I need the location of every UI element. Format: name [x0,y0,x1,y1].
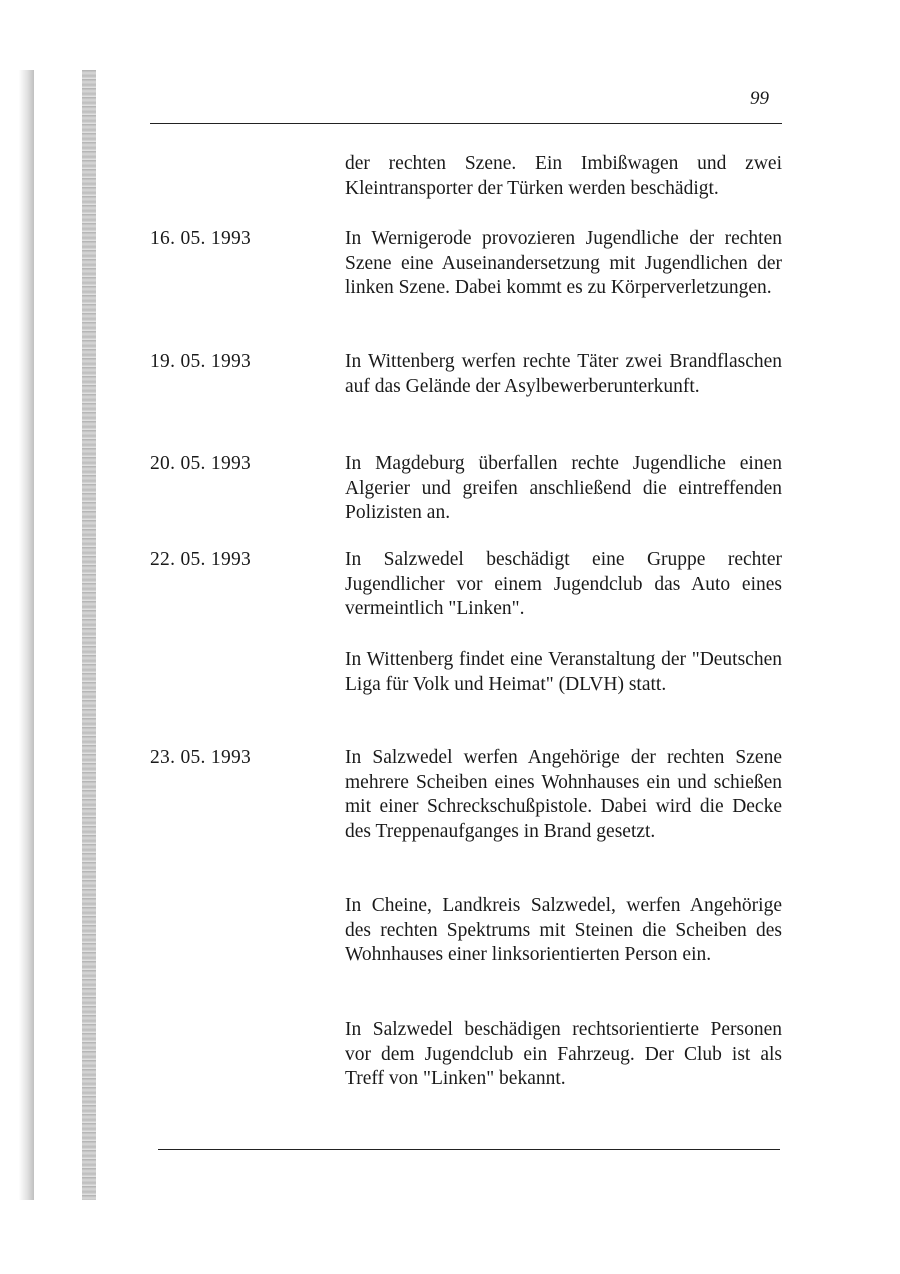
scan-edge-shadow [0,70,34,1200]
entry-date: 22. 05. 1993 [150,549,252,570]
entry-text: In Wernigerode provozieren Jugendliche der rechten Szene eine Auseinandersetzung mit Jugendlichen der linken Szene. Dabei kommt es zu Körperverletzungen. [345,228,782,298]
entry-continuation-text: der rechten Szene. Ein Imbißwagen und zwei Kleintransporter der Türken werden beschädigt. [345,153,782,199]
entry-text: In Wittenberg findet eine Veranstaltung der "Deutschen Liga für Volk und Heimat" (DLVH) statt. [345,649,782,695]
footer-rule [158,1149,780,1150]
scan-edge-noise [82,70,96,1200]
entry-date: 23. 05. 1993 [150,747,252,768]
entry-text: In Magdeburg überfallen rechte Jugendliche einen Algerier und greifen anschließend die eintreffenden Polizisten an. [345,453,782,523]
entry-text: In Salzwedel werfen Angehörige der rechten Szene mehrere Scheiben eines Wohnhauses ein und schießen mit einer Schreckschußpistole. Dabei wird die Decke des Treppenaufganges in Brand gesetzt. [345,747,782,842]
header-rule [150,123,782,124]
entry-text: In Salzwedel beschädigen rechtsorientierte Personen vor dem Jugendclub ein Fahrzeug. Der Club ist als Treff von "Linken" bekannt. [345,1019,782,1089]
entry-text: In Cheine, Landkreis Salzwedel, werfen Angehörige des rechten Spektrums mit Steinen die Scheiben des Wohnhauses einer linksorientierten Person ein. [345,895,782,965]
entry-date: 16. 05. 1993 [150,228,252,249]
page-number: 99 [750,88,769,109]
entry-date: 20. 05. 1993 [150,453,252,474]
entry-text: In Salzwedel beschädigt eine Gruppe rechter Jugendlicher vor einem Jugendclub das Auto eines vermeintlich "Linken". [345,549,782,619]
entry-date: 19. 05. 1993 [150,351,252,372]
entry-text: In Wittenberg werfen rechte Täter zwei Brandflaschen auf das Gelände der Asylbewerberunterkunft. [345,351,782,397]
